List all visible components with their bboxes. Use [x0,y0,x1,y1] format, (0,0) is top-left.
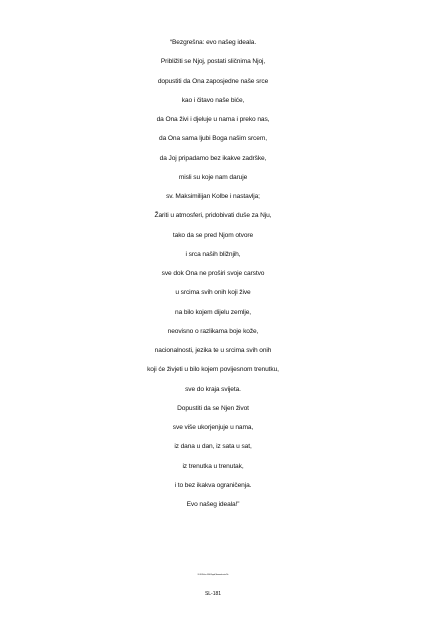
product-code: SL-181 [204,591,222,597]
prayer-line: koji će živjeti u bilo kojem povijesnom trenutku, [147,366,279,374]
prayer-line: “Bezgrešna: evo našeg ideala. [169,39,257,46]
prayer-line: dopustiti da Ona zaposjedne naše srce [157,77,269,85]
prayer-line: nacionalnosti, jezika te u srcima svih onih [154,347,272,354]
prayer-line: misli su koje nam daruje [178,173,248,181]
prayer-line: Evo našeg ideala!” [186,501,240,508]
prayer-line: Približiti se Njoj, postati sličnima Njoj, [160,58,266,66]
prayer-line: kao i čitavo naše biće, [181,96,245,104]
prayer-line: na bilo kojem dijelu zemlje, [175,308,251,316]
prayer-line: da Joj pripadamo bez ikakve zadrške, [159,154,267,162]
prayer-line: sve više ukorjenjuje u nama, [172,424,254,431]
prayer-line: sve dok Ona ne proširi svoje carstvo [161,270,265,277]
prayer-line: iz trenutka u trenutak, [182,462,244,470]
prayer-line: iz dana u dan, iz sata u sat, [174,443,252,451]
prayer-text [0,33,426,514]
prayer-line: neovisno o razlikama boje kože, [167,327,259,335]
prayer-line: i to bez ikakva ograničenja. [174,481,252,489]
prayer-line: tako da se pred Njom otvore [172,231,254,239]
prayer-line: da Ona sama ljubi Boga našim srcem, [159,135,267,143]
prayer-line: Dopustiti da se Njen život [177,404,249,412]
prayer-line: da Ona živi i djeluje u nama i preko nas, [156,116,270,123]
prayer-line: sv. Maksimilijan Kolbe i nastavlja; [166,193,260,200]
publisher-address: KLOKUN d.o.o. 10000 Zagreb, Miramarska cesta 19a [197,575,229,576]
prayer-line: Žariti u atmosferi, pridobivati duše za Nju, [154,212,272,220]
prayer-line: u srcima svih onih koji žive [175,289,251,297]
prayer-line: sve do kraja svijeta. [185,385,241,393]
prayer-line: i srca naših bližnjih, [185,250,241,258]
